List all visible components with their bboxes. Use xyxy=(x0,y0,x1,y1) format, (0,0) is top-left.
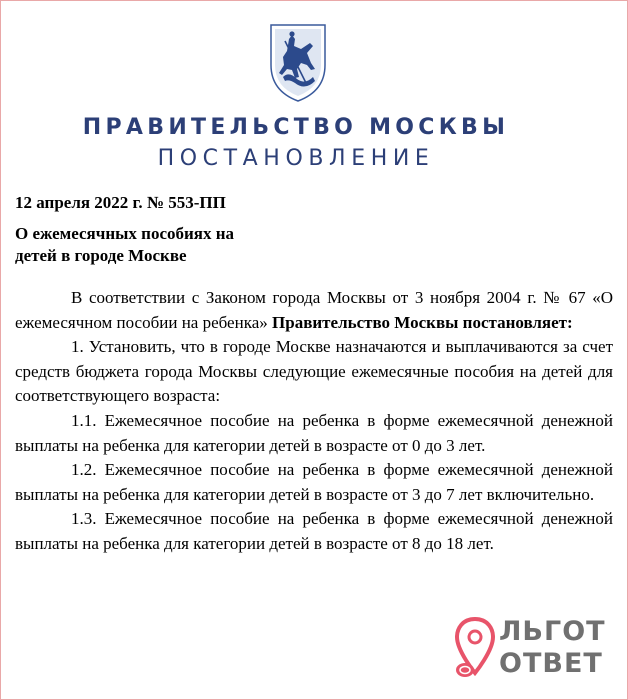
moscow-coat-of-arms-icon xyxy=(263,19,333,103)
location-pin-coin-icon xyxy=(453,615,497,681)
item-1-2: 1.2. Ежемесячное пособие на ребенка в форме ежемесячной денежной выплаты на ребенка для категории детей в возрасте от 3 до 7 лет включительно. xyxy=(15,460,613,504)
logo-text-line-1: ЛЬГОТ xyxy=(499,616,606,647)
document-type: ПОСТАНОВЛЕНИЕ xyxy=(157,146,435,171)
intro-bold-text: Правительство Москвы постановляет: xyxy=(272,312,573,332)
intro-text: В соответствии с Законом города Москвы от 3 ноября 2004 г. № 67 «О ежемесячном пособии на ребенка» xyxy=(15,288,613,332)
subject-line-2: детей в городе Москве xyxy=(15,246,187,265)
subject-line-1: О ежемесячных пособиях на xyxy=(15,224,235,243)
government-title: ПРАВИТЕЛЬСТВО МОСКВЫ xyxy=(82,115,510,140)
resolution-body xyxy=(15,286,613,557)
resolution-subject xyxy=(15,223,275,267)
item-1: 1. Установить, что в городе Москве назначаются и выплачиваются за счет средств бюджета города Москвы следующие ежемесячные пособия на детей для соответствующего возраста: xyxy=(15,337,613,406)
item-1-1: 1.1. Ежемесячное пособие на ребенка в форме ежемесячной денежной выплаты на ребенка для категории детей в возрасте от 0 до 3 лет. xyxy=(15,410,613,455)
intro-paragraph xyxy=(15,286,613,335)
logo-text-line-2: ОТВЕТ xyxy=(499,648,603,679)
lgot-otvet-logo xyxy=(453,613,619,685)
resolution-date-number: 12 апреля 2022 г. № 553-ПП xyxy=(15,193,226,212)
item-1-3: 1.3. Ежемесячное пособие на ребенка в форме ежемесячной денежной выплаты на ребенка для категории детей в возрасте от 8 до 18 лет. xyxy=(15,509,613,553)
